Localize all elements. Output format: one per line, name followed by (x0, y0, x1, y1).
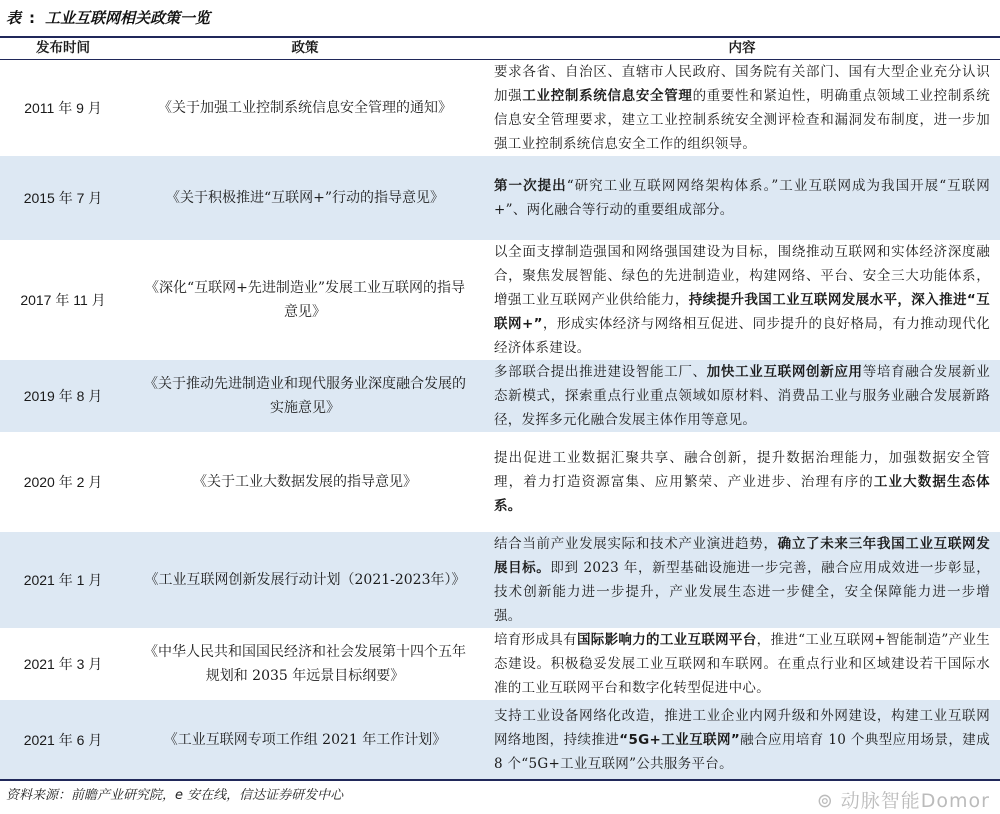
content-text: 等培育融合发展新业态新模式，探索重点行业重点领域如原材料、消费品工业与服务业融合发展新路径，发挥多元化融合发展主体作用等意见。 (494, 364, 991, 428)
source-note: 资料来源：前瞻产业研究院，e 安在线，信达证券研发中心 (6, 788, 344, 803)
row-date: 2017 年 11 月 (20, 292, 106, 308)
content-text: 要求各省、自治区、直辖市人民政府、国务院有关部门、国有大型企业充分认识加强 (494, 64, 990, 104)
content-emphasis: 持续提升我国工业互联网发展水平，深入推进“互联网+” (494, 292, 990, 332)
row-date: 2015 年 7 月 (23, 190, 103, 206)
row-policy: 《中华人民共和国国民经济和社会发展第十四个五年规划和 2035 年远景目标纲要》 (144, 644, 466, 684)
table-row (0, 532, 1000, 628)
watermark: ⊚ 动脉智能Domor (816, 790, 990, 812)
row-policy: 《关于工业大数据发展的指导意见》 (193, 474, 417, 490)
table-row (0, 360, 1000, 432)
content-text: 提出促进工业数据汇聚共享、融合创新，提升数据治理能力，加强数据安全管理，着力打造资源富集、应用繁荣、产业进步、治理有序的 (494, 450, 990, 490)
table-bottom-rule (0, 779, 1000, 781)
row-policy: 《工业互联网创新发展行动计划（2021-2023年）》 (144, 572, 466, 588)
row-date: 2020 年 2 月 (23, 474, 103, 490)
row-content (494, 156, 990, 240)
row-content (494, 60, 990, 156)
row-policy: 《关于积极推进“互联网+”行动的指导意见》 (165, 190, 445, 206)
content-emphasis: 国际影响力的工业互联网平台 (576, 632, 757, 648)
row-content-text (494, 704, 990, 776)
row-date: 2019 年 8 月 (23, 388, 103, 404)
row-date: 2011 年 9 月 (24, 100, 102, 116)
row-content-text (494, 532, 990, 628)
row-date: 2021 年 3 月 (23, 656, 103, 672)
content-emphasis: 确立了未来三年我国工业互联网发展目标。 (494, 536, 991, 576)
table-row (0, 628, 1000, 700)
row-content-text (494, 240, 990, 360)
row-policy: 《关于加强工业控制系统信息安全管理的通知》 (158, 100, 452, 116)
table-row (0, 432, 1000, 532)
row-content (494, 532, 990, 628)
content-text: 的重要性和紧迫性，明确重点领域工业控制系统信息安全管理要求，建立工业控制系统安全测评检查和漏洞发布制度，进一步加强工业控制系统信息安全工作的组织领导。 (494, 88, 990, 152)
content-text: 以全面支撑制造强国和网络强国建设为目标，围绕推动互联网和实体经济深度融合，聚焦发展智能、绿色的先进制造业，构建网络、平台、安全三大功能体系，增强工业互联网产业供给能力， (494, 244, 990, 308)
row-content-text (494, 174, 990, 222)
table-row (0, 240, 1000, 360)
content-emphasis: 加快工业互联网创新应用 (706, 364, 863, 380)
row-content (494, 700, 990, 779)
content-emphasis: “5G+工业互联网” (619, 731, 741, 748)
content-emphasis: 工业大数据生态体系。 (494, 474, 990, 514)
content-text: 融合应用培育 10 个典型应用场景，建成 8 个“5G+工业互联网”公共服务平台。 (494, 731, 991, 772)
content-text: 培育形成具有 (494, 632, 577, 648)
header-content: 内容 (728, 40, 756, 56)
caption-title: 工业互联网相关政策一览 (45, 9, 211, 27)
content-text: ，形成实体经济与网络相互促进、同步提升的良好格局，有力推动现代化经济体系建设。 (494, 316, 990, 356)
table-row (0, 156, 1000, 240)
content-text: 多部联合提出推进建设智能工厂、 (494, 364, 707, 380)
row-content (494, 432, 990, 532)
content-text: 支持工业设备网络化改造，推进工业企业内网升级和外网建设，构建工业互联网网络地图，持续推进 (494, 707, 990, 748)
row-date: 2021 年 1 月 (23, 572, 103, 588)
header-policy: 政策 (291, 40, 319, 56)
row-content (494, 360, 990, 432)
row-policy: 《深化“互联网+先进制造业”发展工业互联网的指导意见》 (144, 280, 466, 320)
content-text: 结合当前产业发展实际和技术产业演进趋势， (494, 536, 778, 552)
content-text: “研究工业互联网网络架构体系。”工业互联网成为我国开展“互联网+”、两化融合等行动的重要组成部分。 (494, 178, 990, 218)
table-caption (6, 6, 210, 30)
row-content (494, 240, 990, 360)
row-policy: 《工业互联网专项工作组 2021 年工作计划》 (163, 731, 447, 748)
row-date: 2021 年 6 月 (23, 731, 103, 748)
row-content (494, 628, 990, 700)
row-policy: 《关于推动先进制造业和现代服务业深度融合发展的实施意见》 (144, 376, 466, 416)
content-text: ，推进“工业互联网+智能制造”产业生态建设。积极稳妥发展工业互联网和车联网。在重点行业和区域建设若干国际水准的工业互联网平台和数字化转型促进中心。 (494, 632, 991, 696)
table-row (0, 700, 1000, 779)
row-content-text (494, 628, 990, 700)
content-emphasis: 第一次提出 (494, 178, 567, 194)
content-emphasis: 工业控制系统信息安全管理 (522, 88, 693, 104)
caption-label: 表 (6, 9, 22, 27)
table-row (0, 60, 1000, 156)
row-content-text (494, 360, 990, 432)
row-content-text (494, 60, 990, 156)
header-date: 发布时间 (36, 40, 90, 56)
caption-separator: : (29, 9, 36, 27)
row-content-text (494, 446, 990, 518)
content-text: 即到 2023 年，新型基础设施进一步完善，融合应用成效进一步彰显，技术创新能力进一步提升，产业发展生态进一步健全，安全保障能力进一步增强。 (494, 560, 990, 624)
table-header (0, 36, 1000, 60)
